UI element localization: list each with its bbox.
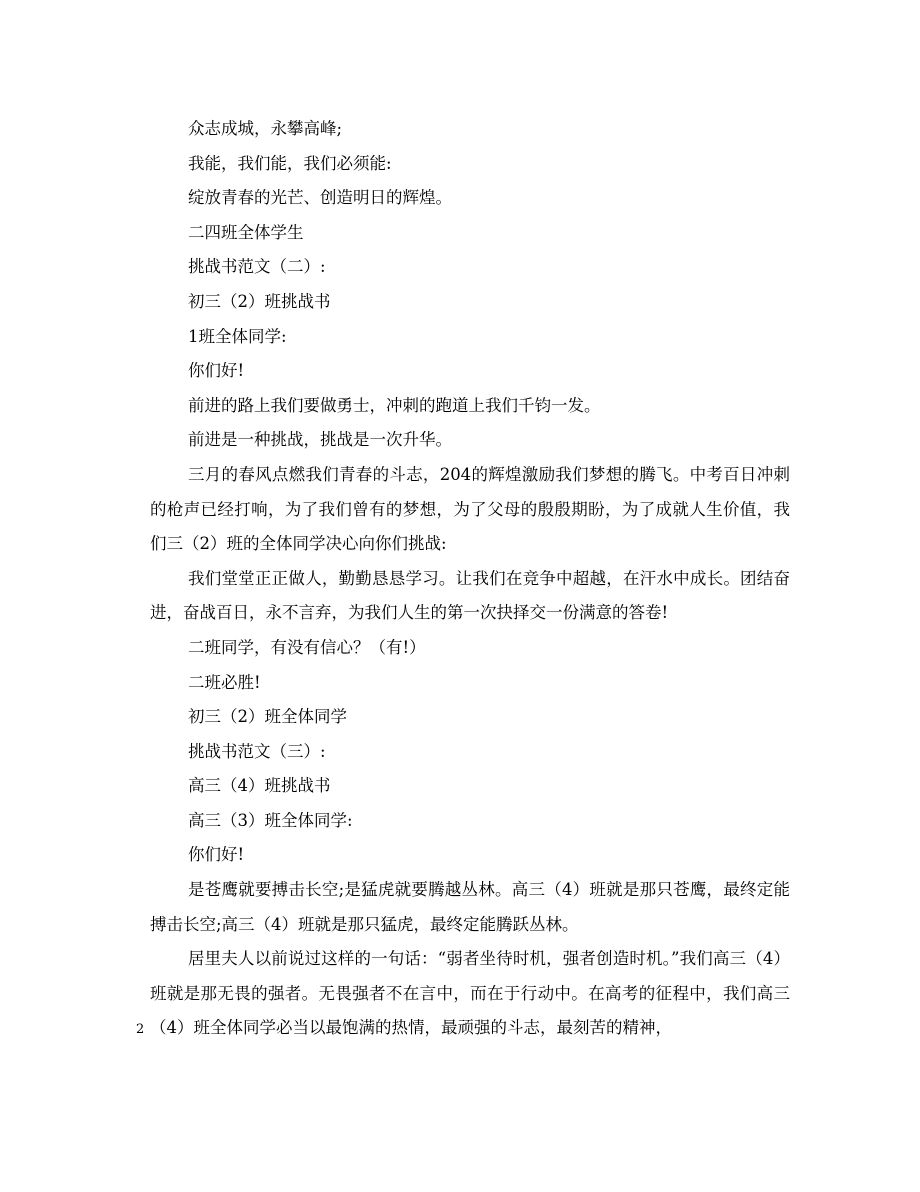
greeting: 你们好!	[188, 845, 245, 865]
text-line: 二班同学，有没有信心？（有!）	[188, 637, 426, 657]
text-line: 二班必胜!	[188, 672, 261, 692]
section-heading: 挑战书范文（二）:	[188, 257, 326, 277]
text-line: 绽放青春的光芒、创造明日的辉煌。	[188, 188, 452, 208]
text-line: 前进是一种挑战，挑战是一次升华。	[188, 430, 452, 450]
signature-line: 初三（2）班全体同学	[188, 707, 347, 727]
paragraph: 居里夫人以前说过这样的一句话：“弱者坐待时机，强者创造时机。”我们高三（4）班就是那无畏的强者。无畏强者不在言中，而在于行动中。在高考的征程中，我们高三（4）班全体同学必当以最饱满的热情，最顽强的斗志，最刻苦的精神，	[150, 949, 790, 1038]
document-body	[150, 112, 790, 1046]
text-line: 我能，我们能，我们必须能:	[188, 153, 392, 173]
letter-title: 高三（4）班挑战书	[188, 776, 331, 796]
greeting: 你们好!	[188, 361, 245, 381]
paragraph: 我们堂堂正正做人，勤勤恳恳学习。让我们在竞争中超越，在汗水中成长。团结奋进，奋战百日，永不言弃，为我们人生的第一次抉择交一份满意的答卷!	[150, 568, 790, 623]
letter-title: 初三（2）班挑战书	[188, 291, 331, 311]
paragraph: 三月的春风点燃我们青春的斗志，204的辉煌激励我们梦想的腾飞。中考百日冲刺的枪声已经打响，为了我们曾有的梦想，为了父母的殷殷期盼，为了成就人生价值，我们三（2）班的全体同学决心向你们挑战:	[150, 464, 790, 554]
section-heading: 挑战书范文（三）:	[188, 741, 326, 761]
salutation: 1班全体同学:	[188, 326, 287, 346]
text-line: 前进的路上我们要做勇士，冲刺的跑道上我们千钧一发。	[188, 395, 601, 415]
paragraph: 是苍鹰就要搏击长空;是猛虎就要腾越丛林。高三（4）班就是那只苍鹰，最终定能搏击长空;高三（4）班就是那只猛虎，最终定能腾跃丛林。	[150, 880, 790, 934]
salutation: 高三（3）班全体同学:	[188, 810, 353, 830]
signature-line: 二四班全体学生	[188, 222, 304, 242]
text-line: 众志成城，永攀高峰;	[188, 119, 343, 138]
page-number: 2	[136, 1022, 145, 1037]
